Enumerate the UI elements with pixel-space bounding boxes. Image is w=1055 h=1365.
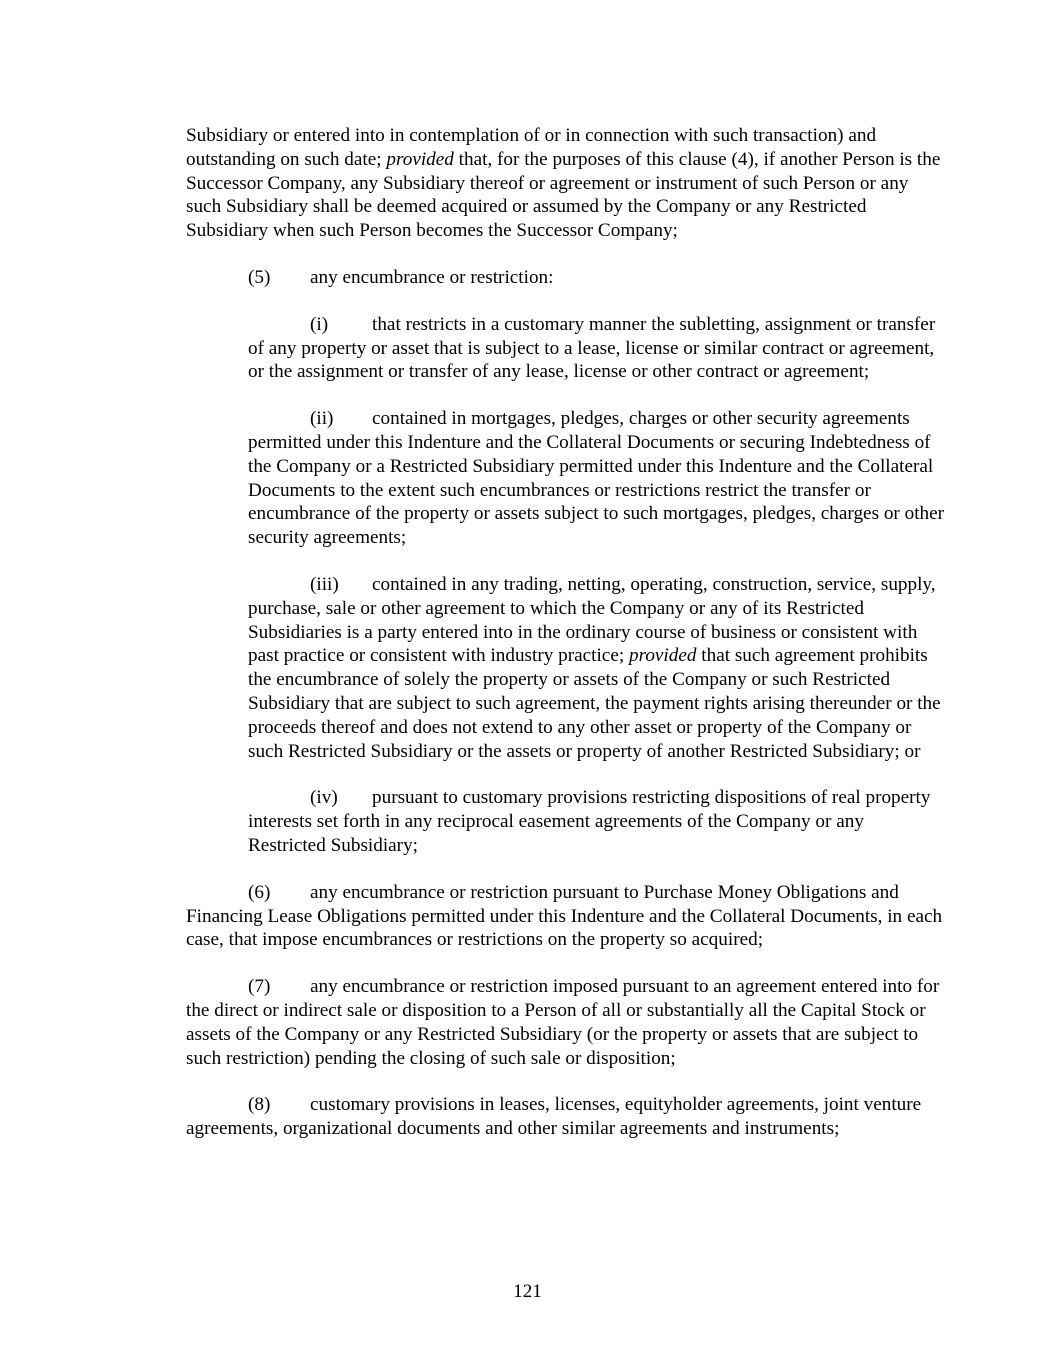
paragraph-text: any encumbrance or restriction:: [310, 266, 554, 288]
paragraph-clause-5-ii: [186, 407, 946, 550]
paragraph-text: contained in any trading, netting, operating, construction, service, supply, purchase, sale or other agreement to which the Company or any of its Restricted Subsidiaries is a party entered into in the ordinary course of business or consistent with past practice or consistent with industry practice;: [248, 573, 936, 667]
paragraph-text: Subsidiary or entered into in contemplation of or in connection with such transaction) and outstanding on such date;: [186, 125, 877, 170]
paragraph-clause-8: [186, 1093, 946, 1141]
paragraph-clause-5-i: [186, 313, 946, 384]
italic-term-provided: provided: [628, 645, 697, 667]
clause-label: (i): [310, 313, 329, 335]
italic-term-provided: provided: [386, 148, 454, 170]
paragraph-text: any encumbrance or restriction imposed pursuant to an agreement entered into for the direct or indirect sale or disposition to a Person of all or substantially all the Capital Stock or assets of the Company or any Restricted Subsidiary (or the property or assets that are subject to such restriction) pending the closing of such sale or disposition;: [186, 976, 940, 1069]
clause-label: (5): [248, 266, 271, 288]
clause-label: (7): [248, 976, 271, 998]
paragraph-text: that restricts in a customary manner the subletting, assignment or transfer of any property or asset that is subject to a lease, license or similar contract or agreement, or the assignment or transfer of any lease, license or other contract or agreement;: [248, 313, 936, 383]
paragraph-text: any encumbrance or restriction pursuant to Purchase Money Obligations and Financing Lease Obligations permitted under this Indenture and the Collateral Documents, in each case, that impose encumbrances or restrictions on the property so acquired;: [186, 881, 943, 951]
paragraph-clause-5: [186, 266, 946, 290]
clause-label: (8): [248, 1094, 271, 1116]
paragraph-clause-7: [186, 975, 946, 1070]
paragraph-clause-4-continued: [186, 124, 946, 243]
clause-label: (ii): [310, 408, 334, 430]
paragraph-clause-5-iii: [186, 573, 946, 763]
paragraph-text: that such agreement prohibits the encumbrance of solely the property or assets of the Company or such Restricted Subsidiary that are subject to such agreement, the payment rights arising thereunder or the proceeds thereof and does not extend to any other asset or property of the Company or such Restricted Subsidiary or the assets or property of another Restricted Subsidiary; or: [248, 645, 941, 762]
paragraph-text: contained in mortgages, pledges, charges or other security agreements permitted under this Indenture and the Collateral Documents or securing Indebtedness of the Company or a Restricted Subsidiary permitted under this Indenture and the Collateral Documents to the extent such encumbrances or restrictions restrict the transfer or encumbrance of the property or assets subject to such mortgages, pledges, charges or other security agreements;: [248, 408, 945, 549]
paragraph-text: customary provisions in leases, licenses, equityholder agreements, joint venture agreements, organizational documents and other similar agreements and instruments;: [186, 1094, 922, 1140]
page-number: 121: [513, 1281, 542, 1302]
paragraph-text: pursuant to customary provisions restricting dispositions of real property interests set forth in any reciprocal easement agreements of the Company or any Restricted Subsidiary;: [248, 787, 931, 856]
clause-label: (iii): [310, 573, 339, 595]
clause-label: (6): [248, 881, 271, 903]
paragraph-clause-5-iv: [186, 786, 946, 857]
document-page: [186, 124, 946, 1141]
clause-label: (iv): [310, 787, 338, 809]
paragraph-text: that, for the purposes of this clause (4), if another Person is the Successor Company, any Subsidiary thereof or agreement or instrument of such Person or any such Subsidiary shall be deemed acquired or assumed by the Company or any Restricted Subsidiary when such Person becomes the Successor Company;: [186, 148, 941, 242]
paragraph-clause-6: [186, 881, 946, 952]
